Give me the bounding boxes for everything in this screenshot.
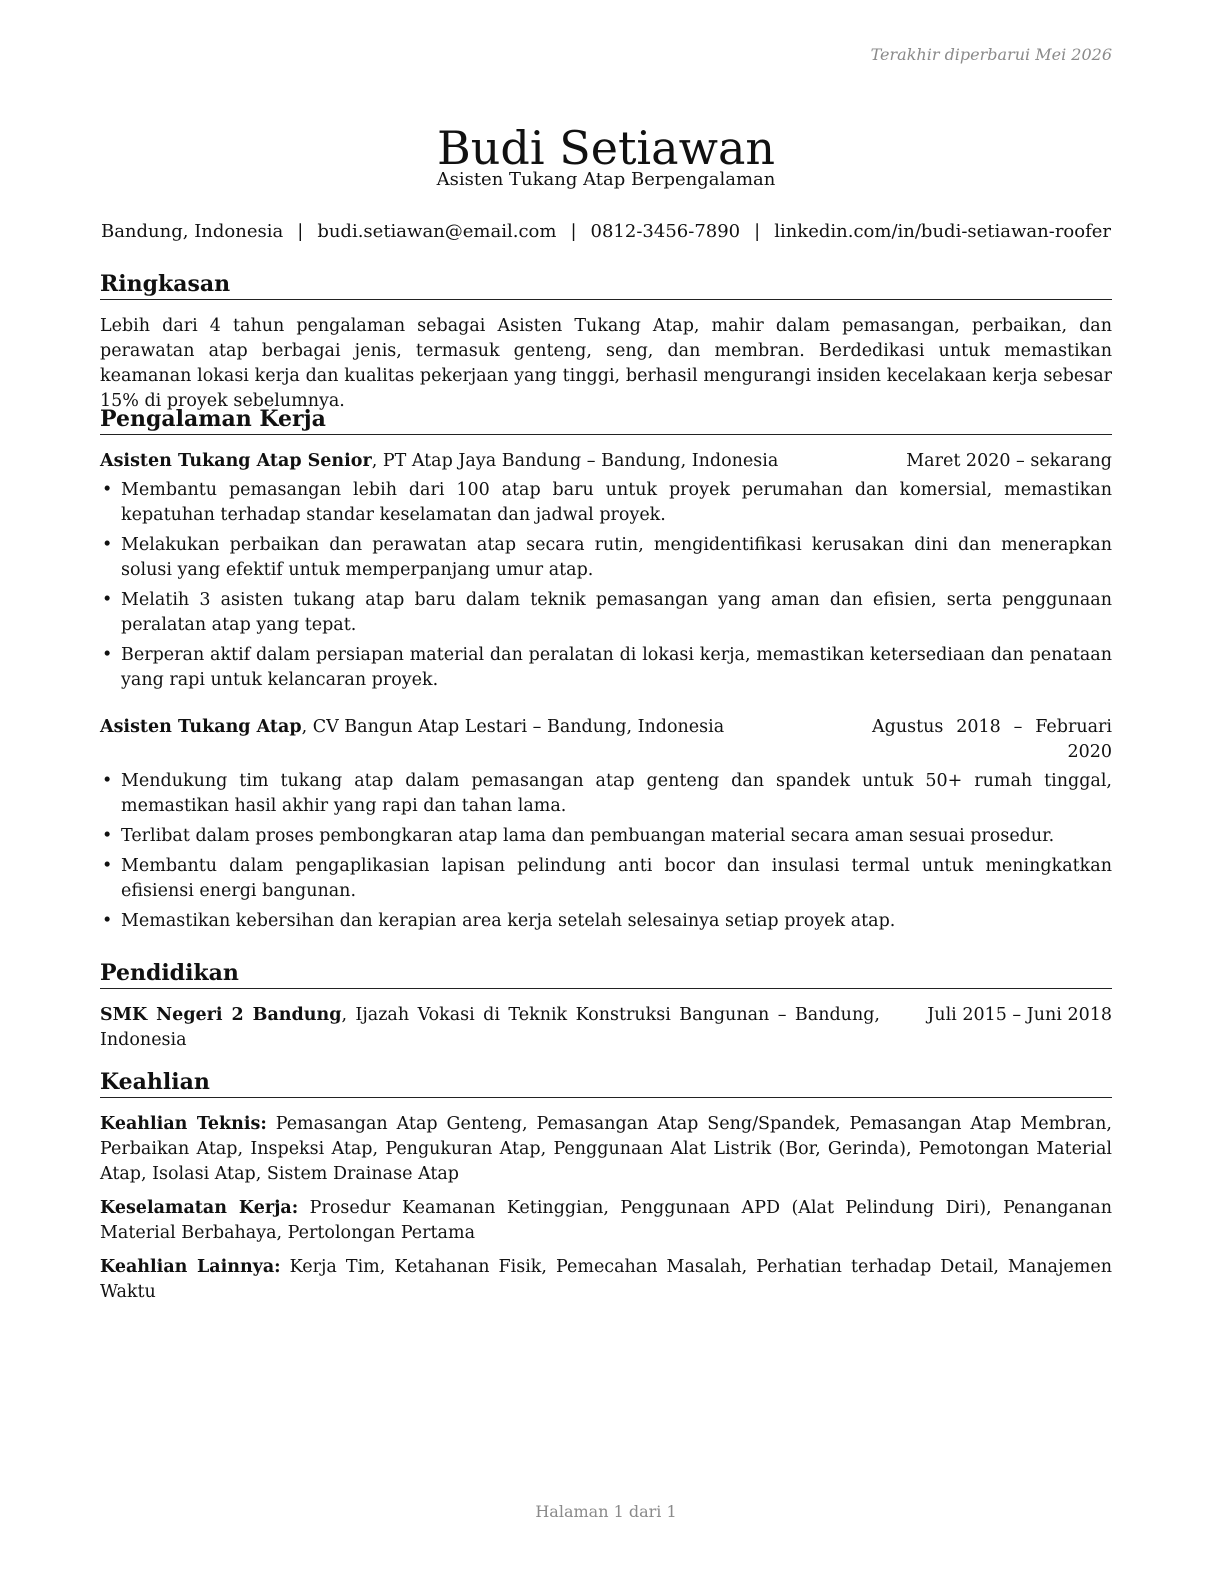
job-company: , CV Bangun Atap Lestari – Bandung, Indonesia [301, 717, 725, 737]
candidate-title: Asisten Tukang Atap Berpengalaman [436, 169, 776, 190]
page-number: Halaman 1 dari 1 [535, 1502, 677, 1521]
job-header [100, 715, 1112, 765]
bullet-text: Mendukung tim tukang atap dalam pemasangan atap genteng dan spandek untuk 50+ rumah tinggal, memastikan hasil akhir yang rapi dan tahan lama. [121, 771, 1112, 816]
skill-group-text: Prosedur Keamanan Ketinggian, Penggunaan APD (Alat Pelindung Diri), Penanganan Material Berbahaya, Pertolongan Pertama [100, 1198, 1113, 1243]
bullet-text: Melatih 3 asisten tukang atap baru dalam teknik pemasangan yang aman dan efisien, serta penggunaan peralatan atap yang tepat. [121, 590, 1112, 635]
bullet-icon: • [102, 535, 113, 555]
section-title-education: Pendidikan [100, 959, 1112, 989]
contact-line [80, 220, 1132, 244]
education-school: SMK Negeri 2 Bandung [100, 1005, 342, 1025]
section-title-skills: Keahlian [100, 1068, 1112, 1098]
contact-separator: | [754, 221, 761, 242]
job-role: Asisten Tukang Atap Senior [100, 451, 372, 471]
job-entry [100, 715, 1112, 934]
contact-separator: | [570, 221, 577, 242]
job-dates: Agustus 2018 – Februari 2020 [872, 717, 1112, 762]
job-bullet [100, 909, 1112, 934]
job-header [100, 449, 1112, 474]
skills-section [100, 1068, 1112, 1305]
bullet-icon: • [102, 645, 113, 665]
last-updated: Terakhir diperbarui Mei 2026 [870, 45, 1112, 64]
resume-page [100, 0, 1112, 1584]
job-dates: Maret 2020 – sekarang [906, 451, 1112, 471]
bullet-text: Membantu pemasangan lebih dari 100 atap baru untuk proyek perumahan dan komersial, memastikan kepatuhan terhadap standar keselamatan dan jadwal proyek. [121, 480, 1112, 525]
bullet-text: Terlibat dalam proses pembongkaran atap lama dan pembuangan material secara aman sesuai prosedur. [121, 826, 1055, 846]
bullet-text: Membantu dalam pengaplikasian lapisan pelindung anti bocor dan insulasi termal untuk meningkatkan efisiensi energi bangunan. [121, 856, 1112, 901]
skill-group [100, 1255, 1112, 1305]
section-title-summary: Ringkasan [100, 270, 1112, 300]
education-entry [100, 1003, 1112, 1053]
bullet-icon: • [102, 826, 113, 846]
summary-text: Lebih dari 4 tahun pengalaman sebagai Asisten Tukang Atap, mahir dalam pemasangan, perbaikan, dan perawatan atap berbagai jenis, termasuk genteng, seng, dan membran. Berdedikasi untuk memastikan keamanan lokasi kerja dan kualitas pekerjaan yang tinggi, berhasil mengurangi insiden kecelakaan kerja sebesar 15% di proyek sebelumnya. [100, 316, 1112, 411]
bullet-text: Berperan aktif dalam persiapan material dan peralatan di lokasi kerja, memastikan ketersediaan dan penataan yang rapi untuk kelancaran proyek. [121, 645, 1112, 690]
job-bullet [100, 769, 1112, 819]
job-role-company [100, 715, 872, 765]
section-title-experience: Pengalaman Kerja [100, 405, 1112, 435]
contact-linkedin[interactable]: linkedin.com/in/budi-setiawan-roofer [774, 221, 1112, 242]
job-bullet [100, 824, 1112, 849]
education-detail: , Ijazah Vokasi di Teknik Konstruksi Bangunan – Bandung, Indonesia [100, 1005, 880, 1050]
job-company: , PT Atap Jaya Bandung – Bandung, Indonesia [371, 451, 779, 471]
job-bullet [100, 588, 1112, 638]
skill-group-label: Keahlian Lainnya: [100, 1257, 281, 1277]
bullet-icon: • [102, 856, 113, 876]
contact-location: Bandung, Indonesia [100, 221, 284, 242]
job-role-company [100, 449, 906, 474]
job-bullets [100, 769, 1112, 934]
education-school-detail [100, 1003, 880, 1053]
contact-email[interactable]: budi.setiawan@email.com [317, 221, 557, 242]
contact-separator: | [297, 221, 304, 242]
job-bullet [100, 643, 1112, 693]
job-entry [100, 449, 1112, 693]
candidate-name: Budi Setiawan [437, 120, 775, 175]
bullet-icon: • [102, 590, 113, 610]
job-bullet [100, 478, 1112, 528]
experience-section [100, 405, 1112, 939]
bullet-text: Melakukan perbaikan dan perawatan atap secara rutin, mengidentifikasi kerusakan dini dan menerapkan solusi yang efektif untuk memperpanjang umur atap. [121, 535, 1112, 580]
skill-group-text: Pemasangan Atap Genteng, Pemasangan Atap Seng/Spandek, Pemasangan Atap Membran, Perbaikan Atap, Inspeksi Atap, Pengukuran Atap, Penggunaan Alat Listrik (Bor, Gerinda), Pemotongan Material Atap, Isolasi Atap, Sistem Drainase Atap [100, 1114, 1112, 1184]
job-role: Asisten Tukang Atap [100, 717, 302, 737]
bullet-text: Memastikan kebersihan dan kerapian area kerja setelah selesainya setiap proyek atap. [121, 911, 896, 931]
skill-group-label: Keahlian Teknis: [100, 1114, 267, 1134]
education-section [100, 959, 1112, 1053]
skill-group [100, 1196, 1112, 1246]
education-dates: Juli 2015 – Juni 2018 [927, 1005, 1112, 1025]
summary-section [100, 270, 1112, 414]
bullet-icon: • [102, 771, 113, 791]
bullet-icon: • [102, 480, 113, 500]
contact-phone: 0812-3456-7890 [590, 221, 741, 242]
job-bullets [100, 478, 1112, 693]
bullet-icon: • [102, 911, 113, 931]
job-bullet [100, 533, 1112, 583]
job-bullet [100, 854, 1112, 904]
skill-group-label: Keselamatan Kerja: [100, 1198, 299, 1218]
skill-group [100, 1112, 1112, 1187]
skill-group-text: Kerja Tim, Ketahanan Fisik, Pemecahan Masalah, Perhatian terhadap Detail, Manajemen Waktu [100, 1257, 1112, 1302]
